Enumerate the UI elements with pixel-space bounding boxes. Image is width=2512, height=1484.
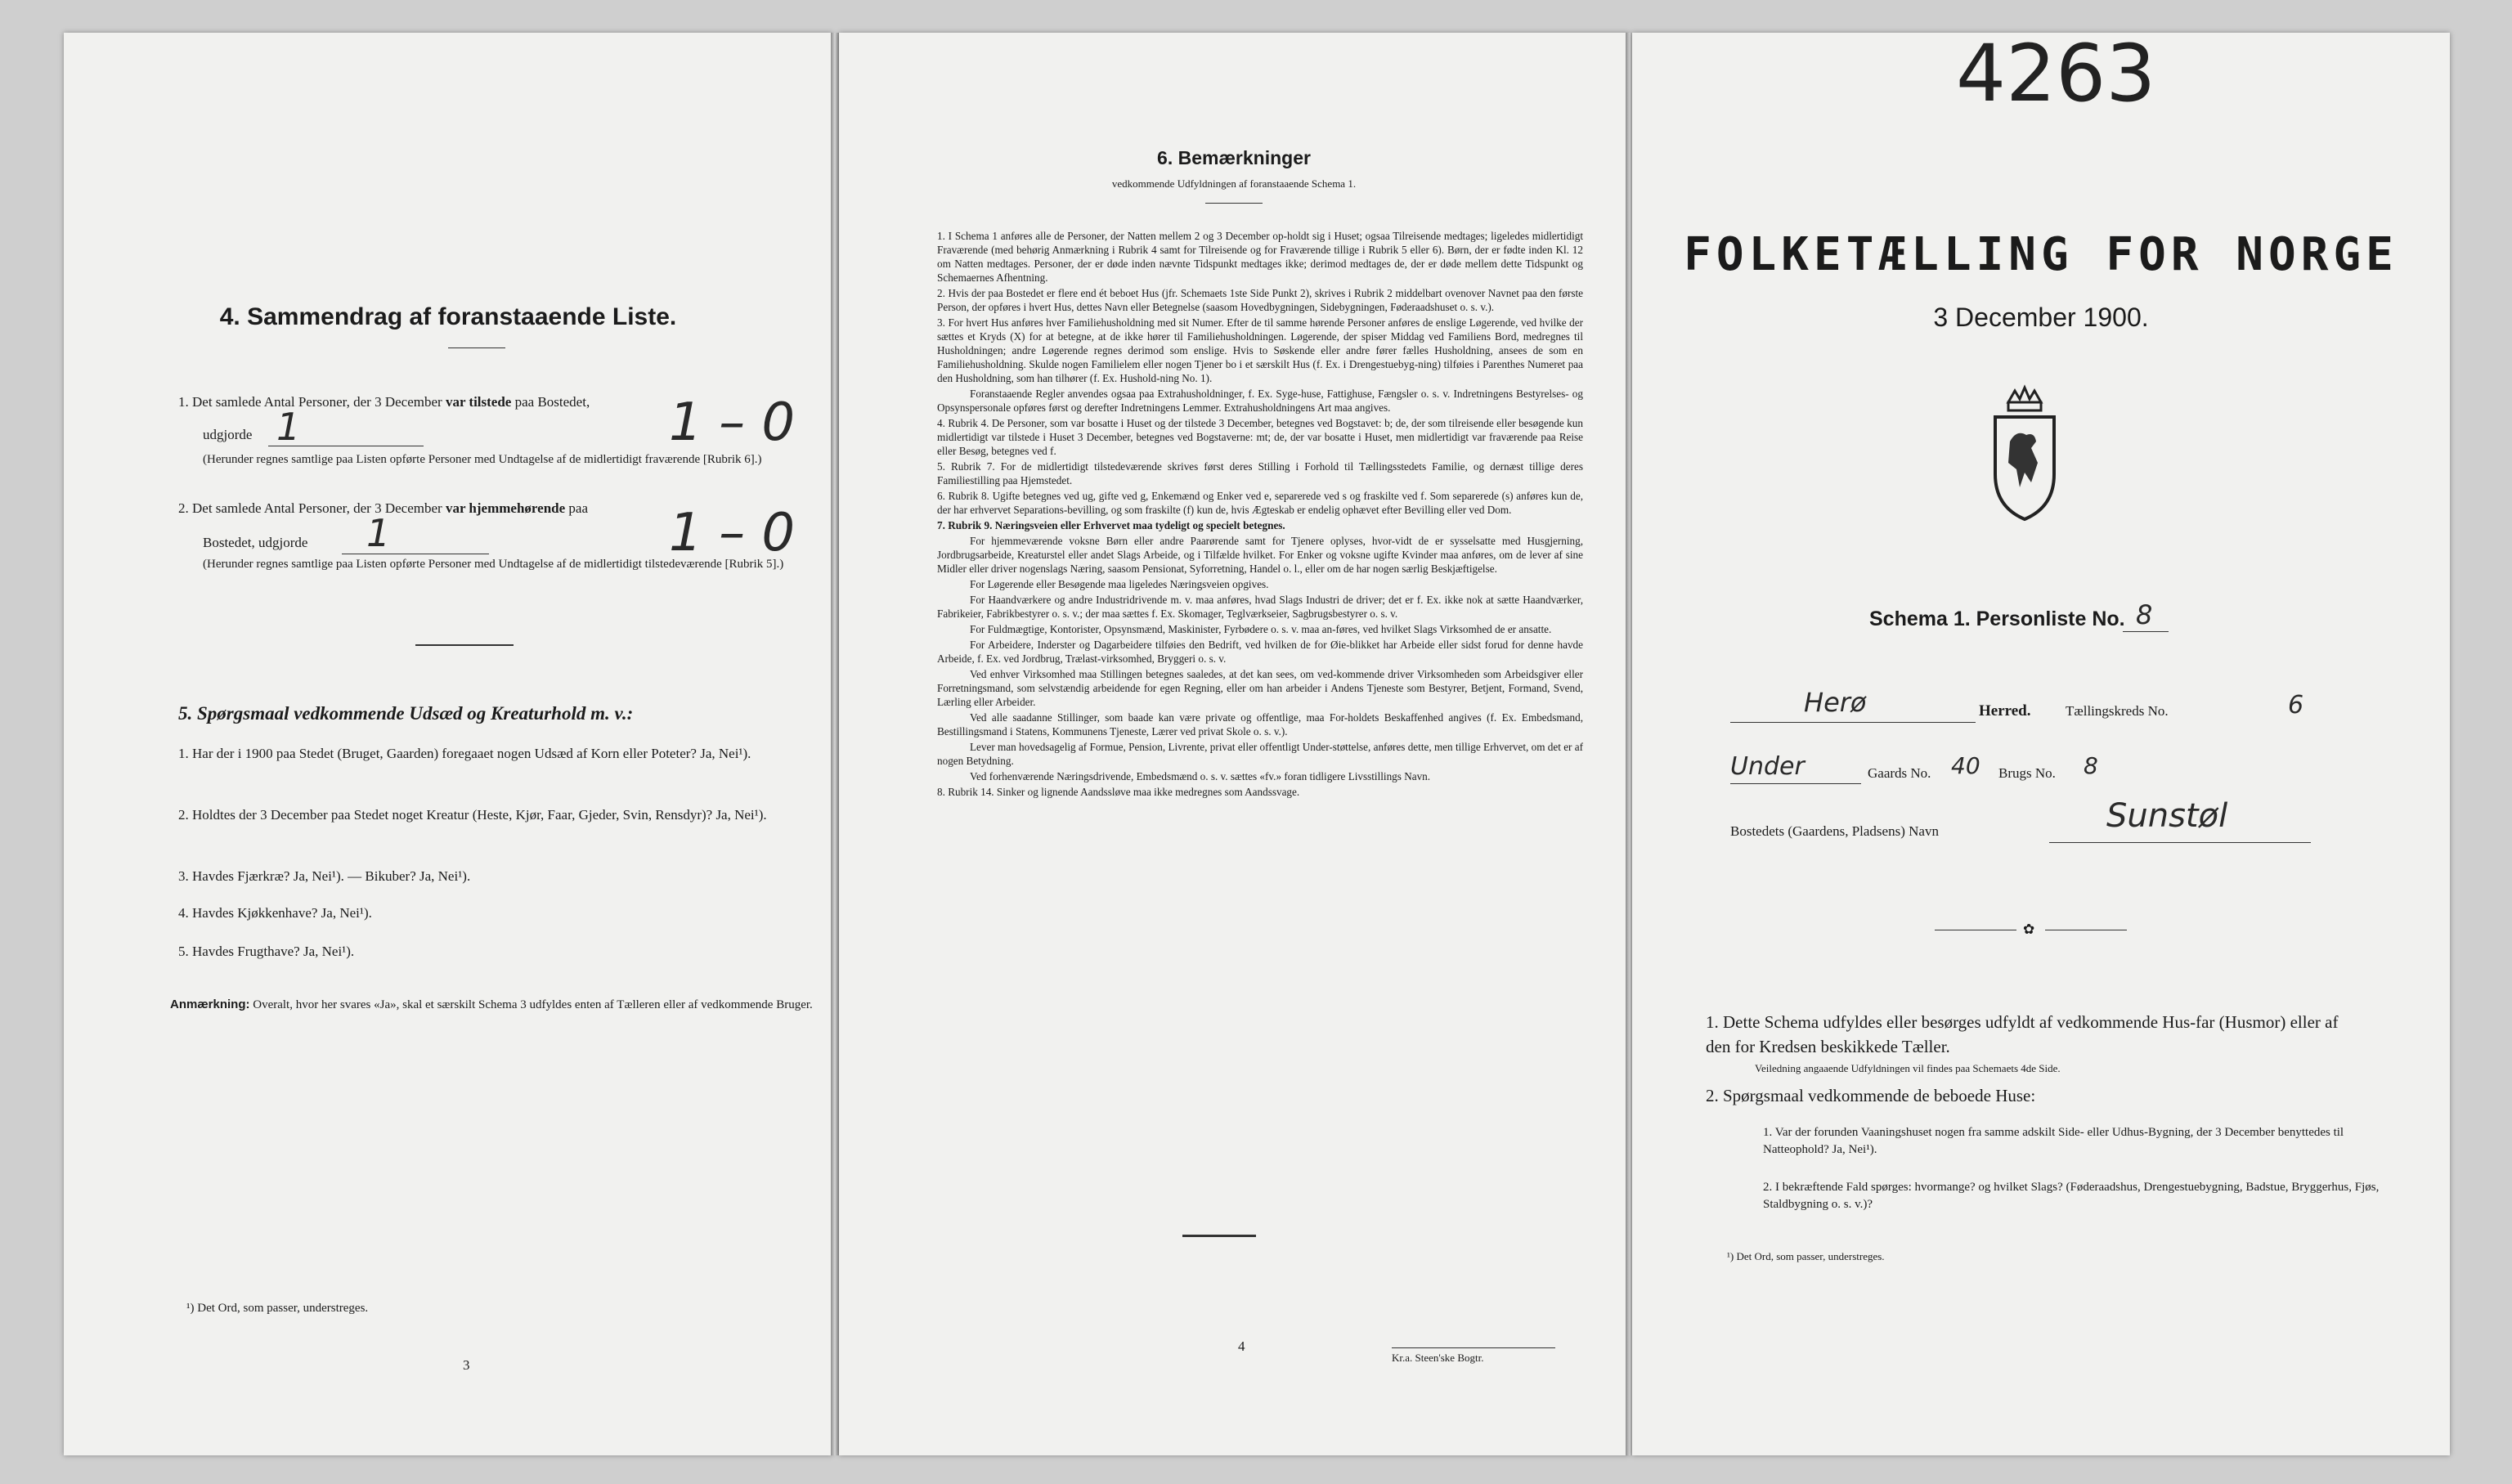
question-2: 2. Holdtes der 3 December paa Stedet noget Kreatur (Heste, Kjør, Faar, Gjeder, Svin, Rensdyr)? Ja, Nei¹). (178, 807, 767, 823)
census-title: FOLKETÆLLING FOR NORGE (1684, 228, 2398, 281)
item-2-bold: var hjemmehørende (445, 500, 566, 516)
question-1: 1. Har der i 1900 paa Stedet (Bruget, Gaarden) foregaaet nogen Udsæd af Korn eller Poteter? Ja, Nei¹). (178, 746, 751, 761)
fleuron-icon: ✿ (2023, 921, 2035, 937)
bosted-handwritten: Sunstøl (2106, 797, 2228, 835)
remarks-title: 6. Bemærkninger (1157, 147, 1311, 168)
house-question-2: 2. I bekræftende Fald spørges: hvormange? og hvilket Slags? (Føderaadshus, Drengestuebygning, Badstue, Bryggerhus, Fjøs, Staldbygning o. s. v.)? (1763, 1181, 2380, 1211)
item-1-udgjorde: udgjorde (203, 427, 253, 442)
item-1-bold: var tilstede (445, 394, 512, 410)
schema-label: Schema 1. Personliste No. (1869, 607, 2125, 630)
page-middle (839, 33, 1629, 1455)
item-1-lead: 1. Det samlede Antal Personer, der 3 December (178, 394, 442, 410)
remark-paragraph: 7. Rubrik 9. Næringsveien eller Erhvervet maa tydeligt og specielt betegnes. (937, 519, 1285, 531)
page-left (64, 33, 832, 1455)
annotation-text: Overalt, hvor her svares «Ja», skal et særskilt Schema 3 udfyldes enten af Tælleren eller af vedkommende Bruger. (253, 998, 813, 1011)
divider (1182, 1235, 1256, 1237)
item-2-tail: paa (568, 500, 588, 516)
remark-paragraph: 5. Rubrik 7. For de midlertidigt tilstedeværende skrives først deres Stilling i Forhold til Tællingsstedets Familie, og dernæst tillige deres Familiestilling paa Hjemstedet. (937, 460, 1583, 486)
gaard-handwritten: Under (1730, 752, 1805, 781)
divider (448, 347, 505, 348)
remark-paragraph: 8. Rubrik 14. Sinker og lignende Aandssløve maa ikke medregnes som Aandssvage. (937, 786, 1300, 798)
remark-paragraph: 2. Hvis der paa Bostedet er flere end ét beboet Hus (jfr. Schemaets 1ste Side Punkt 2), skrives i Rubrik 2 middelbart ovenover Navnet paa den første Person, der opføres i hvert Hus, dettes Navn eller Betegnelse (saasom Hovedbygningen, Sidebygningen, Føderaadshuset o. s. v.). (937, 287, 1583, 313)
item-2-total: 1 – 0 (669, 503, 796, 563)
brugs-label: Brugs No. (1998, 765, 2056, 781)
herred-handwritten: Herø (1804, 687, 1867, 718)
item-2-note: (Herunder regnes samtlige paa Listen opførte Personer med Undtagelse af de midlertidigt tilstedeværende [Rubrik 5].) (203, 558, 784, 571)
footnote: ¹) Det Ord, som passer, understreges. (1727, 1250, 1885, 1262)
remark-paragraph: Lever man hovedsagelig af Formue, Pension, Livrente, privat eller offentligt Under-støttelse, anføres dette, men tillige Erhvervet, om det er af nogen Betydning. (937, 741, 1583, 767)
gaard-number: 40 (1951, 752, 1980, 779)
question-3: 3. Havdes Fjærkræ? Ja, Nei¹). — Bikuber? Ja, Nei¹). (178, 868, 471, 884)
question-4: 4. Havdes Kjøkkenhave? Ja, Nei¹). (178, 905, 372, 921)
remark-paragraph: Ved forhenværende Næringsdrivende, Embedsmænd o. s. v. sættes «fv.» foran tidligere Livsstillings Navn. (970, 770, 1431, 782)
footnote: ¹) Det Ord, som passer, understreges. (186, 1302, 369, 1315)
page-number: 4 (1238, 1338, 1245, 1354)
remark-paragraph: Ved alle saadanne Stillinger, som baade kan være private og offentlige, maa For-holdets Beskaffenhed angives (f. Ex. Embedsmand, Bestillingsmand i Statens, Kommunens Tjeneste, Lærer ved privat Skole o. s. v.). (937, 711, 1583, 738)
krets-label: Tællingskreds No. (2066, 703, 2169, 719)
remark-paragraph: For Arbeidere, Inderster og Dagarbeidere tilføies den Bedrift, ved hvilken de for Øie-blikket har Arbeide eller sidst forud for denne havde Arbeide, f. Ex. ved Jordbrug, Trælast-virksomhed, Bryggeri o. s. v. (937, 639, 1583, 665)
herred-line (1730, 722, 1976, 723)
instruction-1: 1. Dette Schema udfyldes eller besørges udfyldt af vedkommende Hus-far (Husmor) eller af den for Kredsen beskikkede Tæller. (1706, 1012, 2339, 1056)
remark-paragraph: For Fuldmægtige, Kontorister, Opsynsmænd, Maskinister, Fyrbødere o. s. v. maa an-føres, ved hvilket Slags Virksomhed de er ansatte. (970, 623, 1552, 635)
item-2-lead: 2. Det samlede Antal Personer, der 3 December (178, 500, 442, 516)
item-2-udgjorde: Bostedet, udgjorde (203, 535, 308, 550)
instruction-1-note: Veiledning angaaende Udfyldningen vil findes paa Schemaets 4de Side. (1755, 1062, 2061, 1074)
section-4-title: 4. Sammendrag af foranstaaende Liste. (219, 303, 677, 330)
section-5-title: 5. Spørgsmaal vedkommende Udsæd og Kreaturhold m. v.: (178, 703, 634, 724)
herred-label: Herred. (1979, 702, 2031, 720)
census-date: 3 December 1900. (1933, 303, 2149, 332)
remark-paragraph: Foranstaaende Regler anvendes ogsaa paa Extrahusholdninger, f. Ex. Syge-huse, Fattighuse, Fængsler o. s. v. Indretningens Bestyrelses- og Opsynspersonale opføres først og derefter Indretningens Lemmer. Extrahusholdningens Art maa angives. (937, 388, 1583, 414)
remark-paragraph: 1. I Schema 1 anføres alle de Personer, der Natten mellem 2 og 3 December op-holdt sig i Huset; ogsaa Tilreisende medtages; ligeledes midlertidigt Fraværende (med behørig Anmærkning i Rubrik 4 samt for Tilreisende og for Fraværende tillige i Rubrik 5 eller 6). Børn, der er fødte inden Kl. 12 om Natten medtages. Personer, der er døde inden nævnte Tidspunkt medtages ikke; derimod medtages de, der er døde mellem dette Tidspunkt og Schemaernes Afhentning. (937, 230, 1583, 284)
remarks-body (937, 229, 1583, 800)
coat-of-arms-icon (1984, 384, 2066, 523)
item-1-total: 1 – 0 (669, 392, 796, 453)
remark-paragraph: For Løgerende eller Besøgende maa ligeledes Næringsveien opgives. (970, 578, 1269, 590)
annotation (170, 996, 824, 1014)
remark-paragraph: 6. Rubrik 8. Ugifte betegnes ved ug, gifte ved g, Enkemænd og Enker ved e, separerede ved s og fraskilte ved f. Som separerede (s) anføres kun de, der har erhvervet Separations-bevilling, og som fraskilte (f) kun de, hvis Ægteskab er endelig ophævet efter Bevilling eller ved Dom. (937, 490, 1583, 516)
page-gutter (831, 33, 839, 1455)
gaard-line (1730, 783, 1861, 784)
brugs-number: 8 (2084, 752, 2098, 779)
divider (1205, 203, 1263, 204)
annotation-label: Anmærkning: (170, 998, 250, 1011)
item-1-note: (Herunder regnes samtlige paa Listen opførte Personer med Undtagelse af de midlertidigt fraværende [Rubrik 6].) (203, 453, 762, 466)
gaard-label: Gaards No. (1868, 765, 1931, 781)
divider (415, 644, 514, 646)
item-1-tail: paa Bostedet, (514, 394, 590, 410)
divider (1392, 1347, 1555, 1348)
remark-paragraph: 4. Rubrik 4. De Personer, som var bosatte i Huset og der tilstede 3 December, betegnes ved Bogstavet: b; de, der som tilreisende eller besøgende kun midlertidigt var tilstede i Huset 3 December, betegnes ved Bogstaverne: mt; de, der var bosatte i Huset, men midlertidigt var fraværende paa Reise eller Besøg, betegnes ved f. (937, 417, 1583, 457)
remark-paragraph: For hjemmeværende voksne Børn eller andre Paarørende samt for Tjenere oplyses, hvor-vidt de er sysselsatte med Husgjerning, Jordbrugsarbeide, Kreaturstel eller andet Slags Arbeide, og i Tilfælde hvilket. For Enker og voksne ugifte Kvinder maa anføres, om de lever af sine Midler eller driver nogenslags Næring, saasom Pensionat, Syforretning, Handel o. l., eller om de har nogen særlig Beskjæftigelse. (937, 535, 1583, 575)
bosted-line (2049, 842, 2311, 843)
remarks-subtitle: vedkommende Udfyldningen af foranstaaende Schema 1. (1111, 177, 1357, 190)
schema-number: 8 (2136, 599, 2153, 630)
page-right (1632, 33, 2450, 1455)
item-1-handwritten: 1 (276, 405, 301, 449)
krets-number: 6 (2288, 691, 2304, 720)
remark-paragraph: For Haandværkere og andre Industridrivende m. v. maa anføres, hvad Slags Industri de driver; det er f. Ex. ikke nok at sætte Haandværker, Fabrikeier, Fabrikbestyrer o. s. v.; der maa sættes f. Ex. Skomager, Teglværkseier, Sagbrugsbestyrer o. s. v. (937, 594, 1583, 620)
item-2-handwritten: 1 (366, 511, 391, 555)
archive-number: 4263 (1956, 33, 2156, 119)
bosted-label: Bostedets (Gaardens, Pladsens) Navn (1730, 823, 1939, 839)
schema-line (2123, 631, 2169, 632)
printer-mark: Kr.a. Steen'ske Bogtr. (1392, 1352, 1484, 1364)
question-5: 5. Havdes Frugthave? Ja, Nei¹). (178, 944, 355, 959)
instruction-2: 2. Spørgsmaal vedkommende de beboede Huse: (1706, 1086, 2036, 1105)
remark-paragraph: Ved enhver Virksomhed maa Stillingen betegnes saaledes, at det kan sees, om ved-kommende driver Virksomheden som Arbeidsgiver eller Forretningsmand, som selvstændig arbeidende for egen Regning, eller om han arbeider i Andens Tjeneste som Bestyrer, Betjent, Formand, Svend, Lærling eller Arbeider. (937, 668, 1583, 708)
page-number: 3 (463, 1357, 470, 1373)
remark-paragraph: 3. For hvert Hus anføres hver Familiehusholdning med sit Numer. Efter de til samme hørende Personer anføres de enslige Løgerende, ved hvilke der sættes et Kryds (X) for at betegne, at de ikke hører til Familiehusholdningen. Løgerende, der spiser Middag ved Familiens Bord, medregnes til Husholdningen; andre Løgerende regnes derimod som enslige. Hvis to Søskende eller andre fører fælles Husholdning, ansees de som en Familiehusholdning. Skulde nogen Familielem eller nogen Tjener bo i et særskilt Hus (f. Ex. i Drengestuebyg-ning) tilføies i Parenthes Numeret paa den Husholdning, som han tilhører (f. Ex. Hushold-ning No. 1). (937, 316, 1583, 384)
house-question-1: 1. Var der forunden Vaaningshuset nogen fra samme adskilt Side- eller Udhus-Bygning, der 3 December benyttedes til Natteophold? Ja, Nei¹). (1763, 1126, 2344, 1156)
